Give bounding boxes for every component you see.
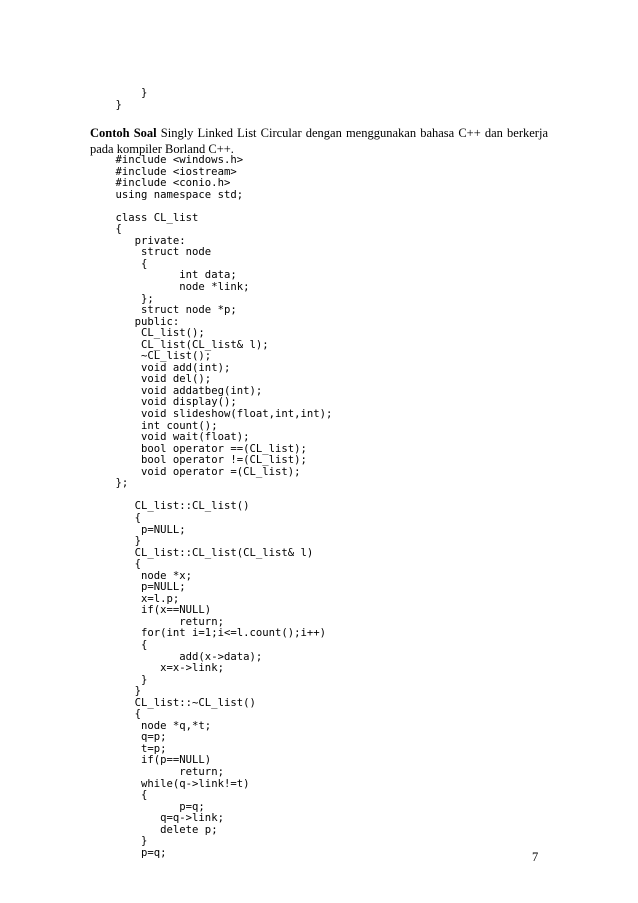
code-block-top: } } (115, 87, 148, 111)
paragraph-text: Singly Linked List Circular dengan menggunakan bahasa C++ dan berkerja pada kompiler Borland C++. (90, 126, 548, 156)
page-number: 7 (532, 850, 539, 864)
code-block-main: #include <windows.h> #include <iostream> #include <conio.h> using namespace std; class CL_list { private: struct node { int data; node *link; }; struct node *p; public: CL_list(); CL_list(CL_list& l); ~CL_list(); void add(int); void del(); void addatbeg(int); void display(); void slideshow(float,int,int); int count(); void wait(float); bool operator ==(CL_list); bool operator !=(CL_list); void operator =(CL_list); }; CL_list::CL_list() { p=NULL; } CL_list::CL_list(CL_list& l) { node *x; p=NULL; x=l.p; if(x==NULL) return; for(int i=1;i<=l.count();i++) { add(x->data); x=x->link; } } CL_list::~CL_list() { node *q,*t; q=p; t=p; if(p==NULL) return; while(q->link!=t) { p=q; q=q->link; delete p; } p=q; (115, 154, 333, 859)
paragraph-bold-lead: Contoh Soal (90, 126, 157, 140)
example-paragraph (90, 126, 548, 157)
